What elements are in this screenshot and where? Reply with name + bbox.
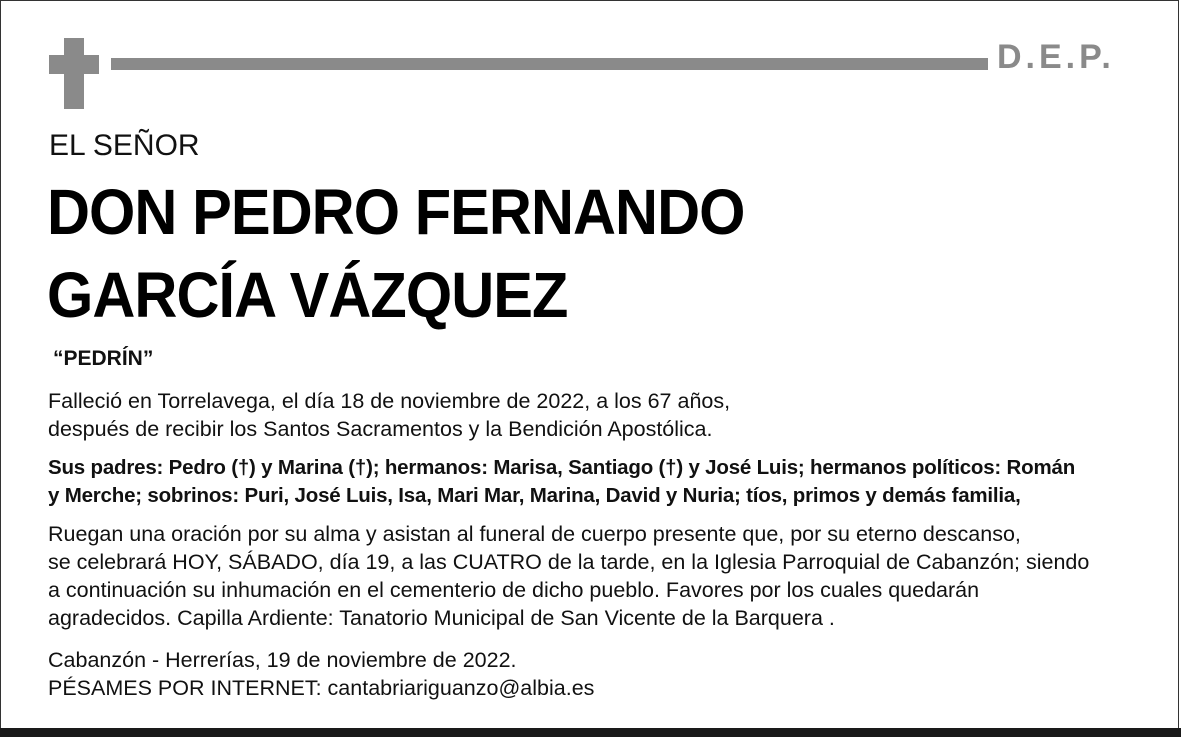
funeral-paragraph (48, 520, 1158, 632)
nickname: “PEDRÍN” (53, 347, 154, 370)
text-line: Ruegan una oración por su alma y asistan al funeral de cuerpo presente que, por su eterno descanso, (48, 522, 1021, 546)
deceased-name-line-1: DON PEDRO FERNANDO (47, 176, 745, 248)
deceased-name-line-2: GARCÍA VÁZQUEZ (47, 259, 568, 331)
text-line: y Merche; sobrinos: Puri, José Luis, Isa, Mari Mar, Marina, David y Nuria; tíos, primos y demás familia, (48, 484, 1021, 507)
text-line: agradecidos. Capilla Ardiente: Tanatorio Municipal de San Vicente de la Barquera . (48, 606, 835, 630)
family-paragraph (48, 454, 1158, 510)
death-paragraph (48, 387, 1158, 443)
text-line: se celebrará HOY, SÁBADO, día 19, a las CUATRO de la tarde, en la Iglesia Parroquial de Cabanzón; siendo (48, 550, 1090, 574)
text-line: Falleció en Torrelavega, el día 18 de noviembre de 2022, a los 67 años, (48, 389, 731, 413)
text-line: después de recibir los Santos Sacramentos y la Bendición Apostólica. (48, 417, 713, 441)
footer-paragraph (48, 646, 1158, 702)
title-prefix: EL SEÑOR (49, 129, 200, 162)
place-date-line: Cabanzón - Herrerías, 19 de noviembre de 2022. (48, 648, 517, 672)
header-rule (111, 58, 988, 70)
bottom-rule (0, 728, 1181, 737)
cross-icon-bar (49, 55, 99, 74)
text-line: a continuación su inhumación en el cementerio de dicho pueblo. Favores por los cuales quedarán (48, 578, 980, 602)
condolences-line: PÉSAMES POR INTERNET: cantabriariguanzo@albia.es (48, 676, 595, 700)
dep-label: D.E.P. (997, 38, 1115, 76)
text-line: Sus padres: Pedro (†) y Marina (†); hermanos: Marisa, Santiago (†) y José Luis; hermanos políticos: Román (48, 456, 1076, 479)
